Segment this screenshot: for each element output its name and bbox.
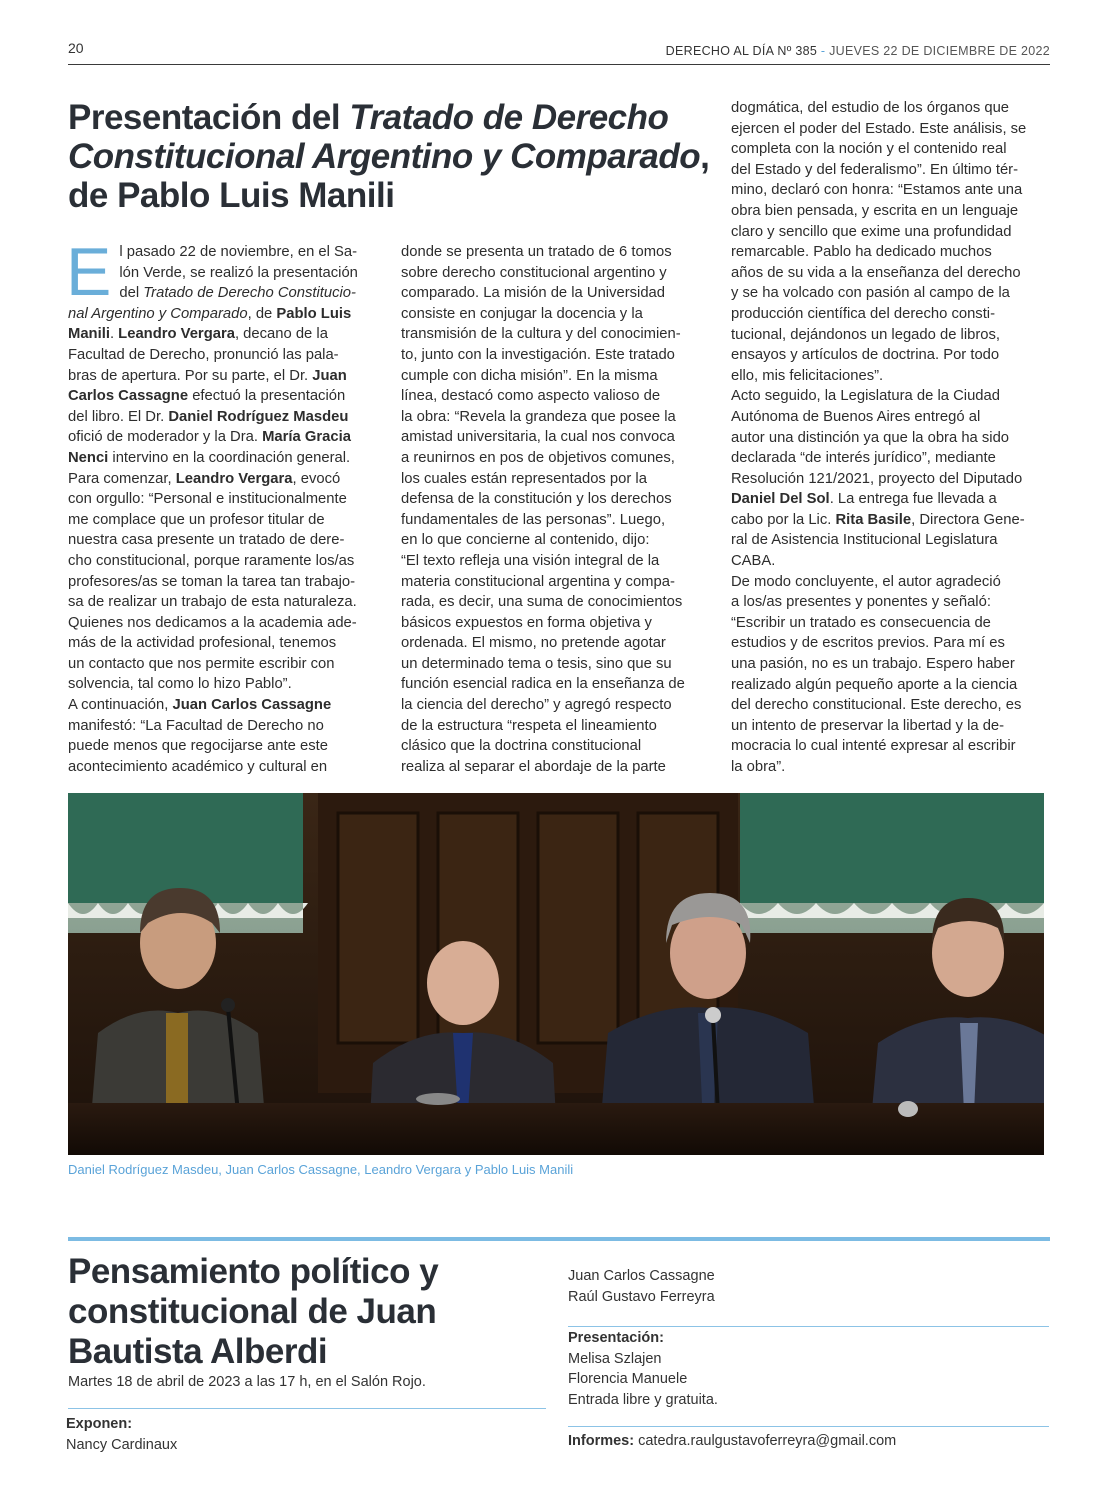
event-date: Martes 18 de abril de 2023 a las 17 h, en el Salón Rojo. <box>68 1374 426 1390</box>
publication-name: DERECHO AL DÍA Nº 385 <box>665 44 818 58</box>
drop-cap: E <box>66 234 112 310</box>
article-column-2: donde se presenta un tratado de 6 tomos sobre derecho constitucional argentino y comparado. La misión de la Universidad consiste en conjugar la docencia y la transmisión de la cultura y del conocimien- to, junto con la investigación. Este tratado cumple con dicha misión”. En la misma línea, destacó como aspecto valioso de la obra: “Revela la grandeza que posee la amistad universitaria, la cual nos convoca a reunirnos en pos de objetivos comunes, los cuales están representados por la defensa de la constitución y los derechos fundamentales de las personas”. Luego, en lo que concierne al contenido, dijo: “El texto refleja una visión integral de la materia constitucional argentina y compa- rada, es decir, una suma de conocimientos básicos expuestos en forma objetiva y ordenada. El mismo, no pretende agotar un determinado tema o tesis, sino que su función esencial radica en la enseñanza de la ciencia del derecho” y agregó respecto de la estructura “respeta el lineamiento clásico que la doctrina constitucional realiza al separar el abordaje de la parte <box>401 244 685 775</box>
article-column-1: El pasado 22 de noviembre, en el Sa- lón Verde, se realizó la presentación del Tratado de Derecho Constitucio- nal Argentino y Comparado, de Pablo Luis Manili. Leandro Vergara, decano de la Facultad de Derecho, pronunció las pala- bras de apertura. Por su parte, el Dr. Juan Carlos Cassagne efectuó la presentación del libro. El Dr. Daniel Rodríguez Masdeu ofició de moderador y la Dra. María Gracia Nenci intervino en la coordinación general. Para comenzar, Leandro Vergara, evocó con orgullo: “Personal e institucionalmente me complace que un profesor titular de nuestra casa presente un tratado de dere- cho constitucional, porque raramente los/as profesores/as se toman la tarea tan trabajo- sa de realizar un trabajo de esta naturaleza. Quienes nos dedicamos a la academia ade- más de la actividad profesional, tenemos un contacto que nos permite escribir con solvencia, tal como lo hizo Pablo”. A continuación, Juan Carlos Cassagne manifestó: “La Facultad de Derecho no puede menos que regocijarse ante este acontecimiento académico y cultural en <box>66 234 358 775</box>
page-number: 20 <box>68 40 84 56</box>
presenter-name: Florencia Manuele <box>568 1371 688 1387</box>
section-divider <box>68 1237 1050 1241</box>
article-title: Presentación del Tratado de Derecho Constitucional Argentino y Comparado, de Pablo Luis Manili <box>68 98 710 215</box>
informes-label: Informes: <box>568 1433 635 1449</box>
presenter-name: Melisa Szlajen <box>568 1350 662 1367</box>
exponen-label: Exponen: <box>66 1416 133 1432</box>
divider <box>68 1408 546 1409</box>
divider <box>568 1326 1049 1327</box>
speakers-block-left <box>66 1414 177 1455</box>
divider <box>568 1426 1049 1427</box>
publication-line <box>666 44 1050 58</box>
presentacion-block <box>568 1328 718 1410</box>
speakers-block-right <box>568 1266 715 1307</box>
page-header <box>68 38 1050 65</box>
contact-email[interactable]: catedra.raulgustavoferreyra@gmail.com <box>634 1433 897 1449</box>
presentacion-label: Presentación: <box>568 1330 664 1346</box>
speaker-name: Nancy Cardinaux <box>66 1436 178 1453</box>
speaker-name: Raúl Gustavo Ferreyra <box>568 1288 715 1305</box>
event-photo <box>68 793 1044 1155</box>
photo-caption: Daniel Rodríguez Masdeu, Juan Carlos Cassagne, Leandro Vergara y Pablo Luis Manili <box>68 1162 574 1177</box>
article-column-3: dogmática, del estudio de los órganos que ejercen el poder del Estado. Este análisis, se completa con la noción y el contenido real del Estado y del federalismo”. En último tér- mino, declaró con honra: “Estamos ante una obra bien pensada, y escrita en un lenguaje claro y sencillo que exime una profundidad remarcable. Pablo ha dedicado muchos años de su vida a la enseñanza del derecho y se ha volcado con pasión al campo de la producción científica del derecho consti- tucional, dejándonos un legado de libros, ensayos y artículos de doctrina. Por todo ello, mis felicitaciones”. Acto seguido, la Legislatura de la Ciudad Autónoma de Buenos Aires entregó al autor una distinción ya que la obra ha sido declarada “de interés jurídico”, mediante Resolución 121/2021, proyecto del Diputado Daniel Del Sol. La entrega fue llevada a cabo por la Lic. Rita Basile, Directora Gene- ral de Asistencia Institucional Legislatura CABA. De modo concluyente, el autor agradeció a los/as presentes y ponentes y señaló: “Escribir un tratado es consecuencia de estudios y de escritos previos. Para mí es una pasión, no es un trabajo. Espero haber realizado algún pequeño aporte a la ciencia del derecho constitucional. Este derecho, es un intento de preservar la libertad y la de- mocracia lo cual intenté expresar al escribir la obra”. <box>731 100 1027 775</box>
publication-date: JUEVES 22 DE DICIEMBRE DE 2022 <box>829 44 1050 58</box>
event-title: Pensamiento político y constitucional de Juan Bautista Alberdi <box>68 1252 439 1371</box>
entry-note: Entrada libre y gratuita. <box>568 1391 718 1408</box>
speaker-name: Juan Carlos Cassagne <box>568 1268 715 1284</box>
header-separator: - <box>817 44 830 58</box>
photo-illustration <box>68 793 1044 1155</box>
informes-block <box>568 1431 896 1452</box>
